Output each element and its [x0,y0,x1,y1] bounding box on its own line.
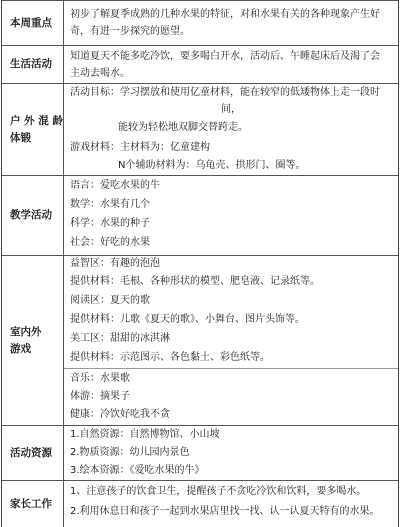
text-line: N个辅助材料为：乌龟壳、拱形门、圈等。 [118,160,306,171]
text-line: 美工区：甜甜的冰淇淋 [70,333,170,344]
row-resources [2,426,398,481]
text-line: 数学：水果有几个 [70,199,150,210]
text-line: 初步了解夏季成熟的几种水果的特征，对和水果有关的各种现象产生好 [70,9,380,20]
text-line: 1、注意孩子的饮食卫生，提醒孩子不贪吃冷饮和饮料，要多喝水。 [70,486,367,497]
content-parent-work [64,481,398,527]
row-parent-work [2,481,398,527]
text-line: 健康：冷饮好吃我不贪 [70,409,170,420]
text-line: 能较为轻松地双脚交替跨走。 [118,122,248,133]
text-line: 3.绘本资源：《爱吃水果的牛》 [70,465,205,476]
label-line: 户 外 混 龄 [10,114,63,127]
content-games [64,256,398,425]
row-daily-life [2,46,398,84]
row-games [2,256,398,426]
text-line: 科学：水果的种子 [70,218,150,229]
text-line: 活动目标：学习摆放和使用亿童材料，能在较窄的低矮物体上走一段时 [70,87,380,98]
label-outdoor-exercise [2,84,64,175]
text-line: 益智区：有趣的泡泡 [70,258,160,269]
label-parent-work: 家长工作 [2,481,64,527]
row-teaching [2,176,398,256]
content-daily-life [64,46,398,83]
row-outdoor-exercise [2,84,398,176]
content-teaching [64,176,398,255]
text-line: 间， [221,104,241,115]
label-daily-life: 生活活动 [2,46,64,83]
weekly-plan-table [1,0,399,527]
label-weekly-focus: 本周重点 [2,1,64,45]
text-line: 音乐：水果歌 [70,373,130,384]
text-line: 2.物质资源：幼儿园内景色 [70,447,190,458]
text-line: 提供材料：示范图示、各色黏土、彩色纸等。 [70,352,270,363]
content-weekly-focus [64,1,398,45]
text-line: 奇，有进一步探究的愿望。 [70,26,190,37]
text-line: 知道夏天不能多吃冷饮，要多喝白开水，活动后、午睡起床后及渴了会 [70,51,380,62]
label-line: 室内外 [10,325,42,338]
label-games [2,256,64,425]
text-line: 2.利用休息日和孩子一起到水果店里找一找、认一认夏天特有的水果。 [70,506,380,517]
label-line: 游戏 [10,342,31,355]
text-line: 阅读区：夏天的歌 [70,295,150,306]
text-line: 语言：爱吃水果的牛 [70,180,160,191]
text-line: 游戏材料：主材料为：亿童建构 [70,142,210,153]
text-line: 提供材料：毛根、各种形状的模型、肥皂液、记录纸等。 [70,276,320,287]
content-resources [64,426,398,480]
label-line: 体锻 [10,131,31,144]
text-line: 体游：摘果子 [70,391,130,402]
label-resources: 活动资源 [2,426,64,480]
label-teaching: 教学活动 [2,176,64,255]
text-line: 1.自然资源：自然博物馆、小山坡 [70,429,220,440]
text-line: 提供材料：儿歌《夏天的歌》、小舞台、图片头饰等。 [70,314,305,325]
text-line: 社会：好吃的水果 [70,237,150,248]
content-outdoor-exercise [64,84,398,175]
divider [64,368,398,369]
row-weekly-focus [2,0,398,46]
text-line: 主动去喝水。 [70,68,130,79]
